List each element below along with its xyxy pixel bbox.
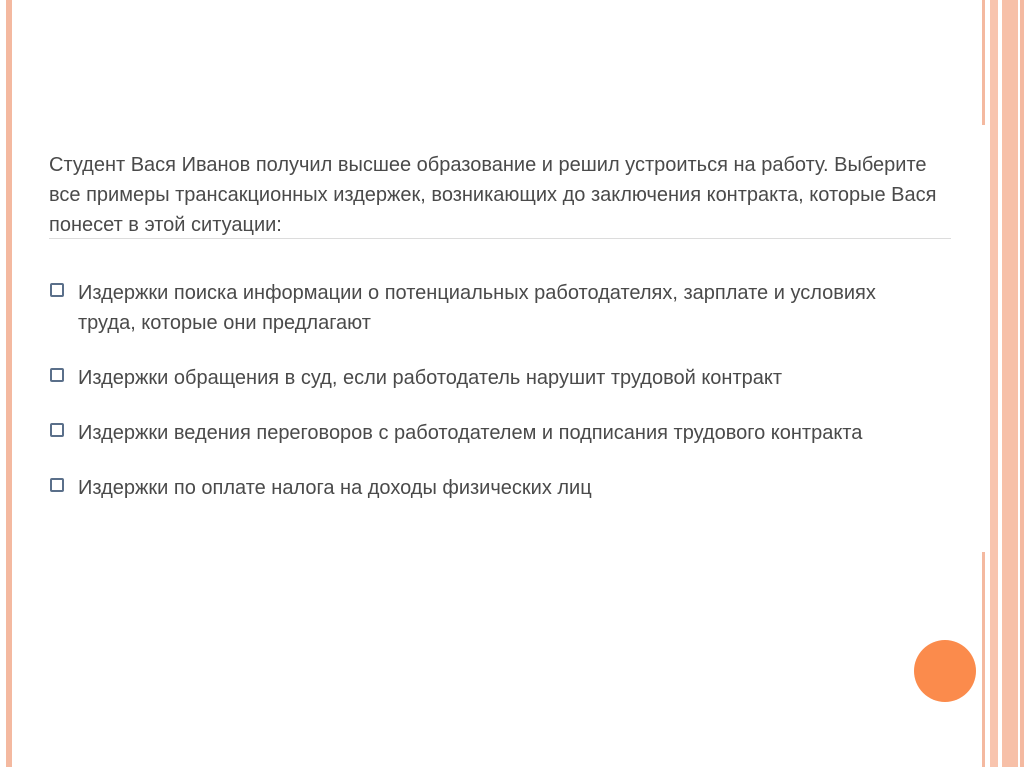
option-label[interactable]: Издержки поиска информации о потенциальных работодателях, зарплате и условиях труда, которые они предлагают [78, 282, 876, 334]
checkbox[interactable] [50, 478, 64, 492]
right-decor-line-top [982, 0, 985, 125]
question-divider [49, 238, 951, 239]
right-decor-line-bottom [982, 552, 985, 767]
option-label[interactable]: Издержки обращения в суд, если работодатель нарушит трудовой контракт [78, 367, 783, 389]
orange-circle-decor [914, 640, 976, 702]
right-decor-band-wide [1002, 0, 1018, 767]
option-label[interactable]: Издержки по оплате налога на доходы физических лиц [78, 477, 592, 499]
checkbox[interactable] [50, 283, 64, 297]
question-text: Студент Вася Иванов получил высшее образование и решил устроиться на работу. Выберите все примеры трансакционных издержек, возникающих до заключения контракта, которые Вася понесет в этой ситуации: [49, 154, 937, 236]
checkbox[interactable] [50, 423, 64, 437]
checkbox[interactable] [50, 368, 64, 382]
right-decor-edge [1020, 0, 1024, 767]
option-label[interactable]: Издержки ведения переговоров с работодателем и подписания трудового контракта [78, 422, 863, 444]
left-decor-bar [6, 0, 12, 767]
right-decor-band [990, 0, 998, 767]
